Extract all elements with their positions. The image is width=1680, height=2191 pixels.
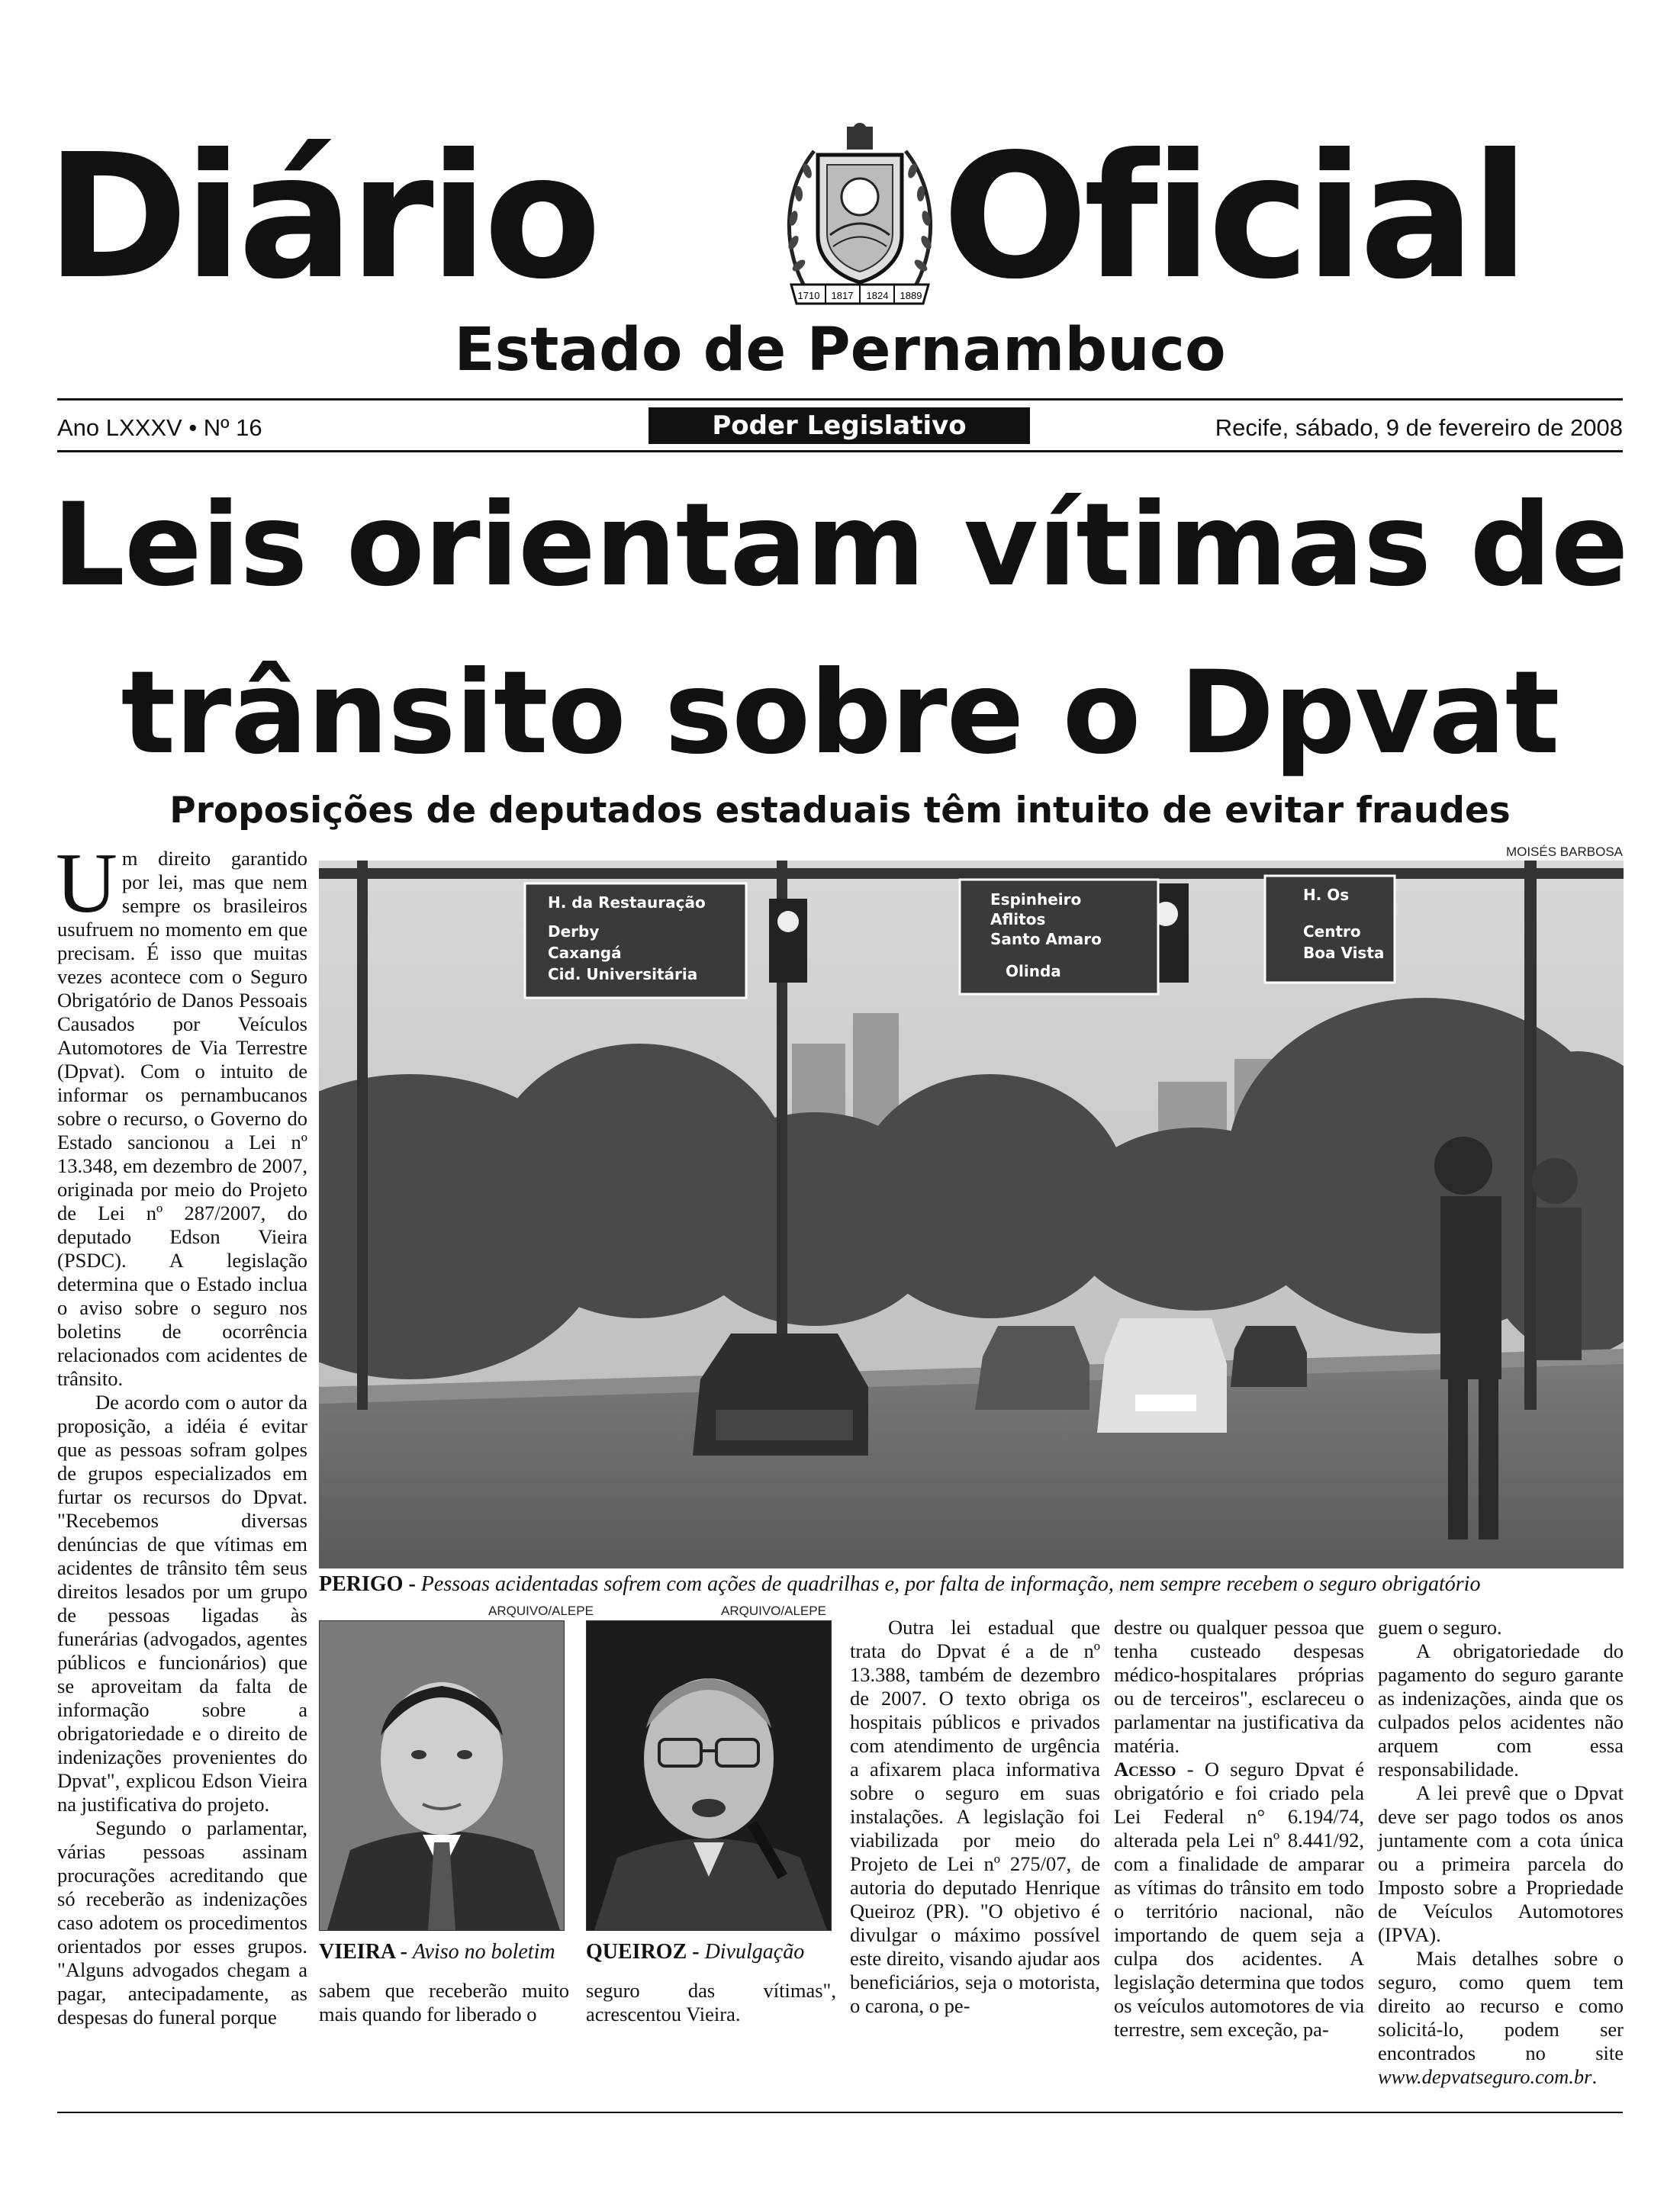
portrait2-caption (586, 1939, 838, 1965)
col5-paragraph-2: - O seguro Dpvat é obrigatório e foi criado pela Lei Federal n° 6.194/74, alterada pela Lei nº 8.441/92, com a finalidade de amparar as vítimas do trânsito em todo o território nacional, não importando de quem seja a culpa dos acidentes. A legislação determina que todos os veículos automotores de via terrestre, sem exceção, pa- (1114, 1758, 1364, 2041)
col6-paragraph-2: A obrigatoriedade do pagamento do seguro garante as indenizações, ainda que os culpados pelos acidentes não arquem com essa responsabilidade. (1378, 1639, 1624, 1781)
sign-center-line-3: Santo Amaro (990, 930, 1102, 948)
headline-line-1: Leis orientam vítimas de (52, 479, 1628, 612)
col1-paragraph-1: m direito garantido por lei, mas que nem sempre os brasileiros usufruem no momento em que precisam. É isso que muitas vezes acontece com o Seguro Obrigatório de Danos Pessoais Causados por Veículos Automotores de Via Terrestre (Dpvat). Com o intuito de informar os pernambucanos sobre o recurso, o Governo do Estado sancionou a Lei nº 13.348, em dezembro de 2007, originada por meio do Projeto de Lei nº 287/2007, do deputado Edson Vieira (PSDC). A legislação determina que o Estado inclua o aviso sobre o seguro nos boletins de ocorrência relacionados com acidentes de trânsito. (57, 847, 307, 1390)
masthead (46, 114, 1634, 328)
portrait-vieira-photo (320, 1621, 564, 1930)
col5-runin-head: Acesso (1114, 1758, 1176, 1781)
article-column-3 (586, 1979, 836, 2026)
col4-text: Outra lei estadual que trata do Dpvat é a de nº 13.388, também de dezembro de 2007. O texto obriga os hospitais públicos e privados com atendimento de urgência a afixarem placa informativa sobre o seguro em suas instalações. A legislação foi viabilizada por meio do Projeto de Lei nº 275/07, de autoria do deputado Henrique Queiroz (PR). "O objetivo é divulgar o máximo possível este direito, visando ajudar aos beneficiários, seja o motorista, o carona, o pe- (850, 1616, 1100, 2017)
col6-end: . (1591, 2065, 1598, 2088)
footer-rule (57, 2112, 1623, 2113)
drop-cap: U (56, 836, 117, 931)
col1-paragraph-2: De acordo com o autor da proposição, a idéia é evitar que as pessoas sofram golpes de grupos especializados em furtar os recursos do Dpvat. "Recebemos diversas denúncias de que vítimas em acidentes de trânsito têm seus direitos lesados por um grupo de pessoas ligadas às funerárias (advogados, agentes públicos e funcionários) que se aproveitam da falta de informação sobre a obrigatoriedade e o direito de indenizações provenientes do Dpvat", explicou Edson Vieira na justificativa do projeto. (57, 1391, 307, 1816)
main-photo-caption (319, 1572, 1624, 1597)
article-column-1 (56, 836, 307, 2029)
bottom-rule (57, 450, 1623, 452)
portrait1-caption-lead: VIEIRA - (319, 1940, 407, 1964)
portrait1-credit: ARQUIVO/ALEPE (488, 1604, 594, 1618)
main-photo-credit: MOISÉS BARBOSA (1505, 845, 1623, 859)
main-photo (319, 861, 1624, 1568)
portrait-queiroz (586, 1620, 832, 1931)
sign-right-line-1: H. Os (1303, 886, 1350, 904)
sign-center-line-1: Espinheiro (990, 890, 1082, 909)
portrait2-credit: ARQUIVO/ALEPE (721, 1604, 826, 1618)
crest-year-2: 1817 (831, 290, 854, 301)
crest-year-1: 1710 (797, 290, 820, 301)
sign-left-line-3: Caxangá (548, 944, 622, 962)
col6-paragraph-1: guem o seguro. (1378, 1616, 1502, 1639)
col1-paragraph-3: Segundo o parlamentar, várias pessoas assinam procurações acreditando que só receberão as indenizações caso adotem os procedimentos orientados por esses grupos. "Alguns advogados chegam a pagar, antecipadamente, as despesas do funeral porque (57, 1816, 307, 2029)
street-scene-photo (319, 861, 1624, 1568)
deck: Proposições de deputados estaduais têm intuito de evitar fraudes (169, 790, 1511, 832)
col3-text: seguro das vítimas", acrescentou Vieira. (586, 1979, 836, 2025)
sign-right-line-2: Centro (1303, 922, 1361, 941)
masthead-subtitle: Estado de Pernambuco (454, 316, 1226, 384)
sign-center-line-4: Olinda (1006, 962, 1061, 980)
top-rule (57, 398, 1623, 401)
article-column-5 (1114, 1616, 1364, 2041)
article-column-2 (319, 1979, 569, 2026)
headline-line-2: trânsito sobre o Dpvat (121, 647, 1559, 780)
col6-paragraph-4: Mais detalhes sobre o seguro, como quem tem direito ao recurso e como solicitá-lo, podem ser encontrados no site (1378, 1947, 1624, 2064)
sign-left-line-2: Derby (548, 922, 600, 941)
portrait-queiroz-photo (587, 1621, 831, 1930)
portrait2-caption-text: Divulgação (704, 1940, 805, 1964)
sign-right-line-3: Boa Vista (1303, 944, 1385, 962)
sign-center-line-2: Aflitos (990, 910, 1046, 928)
portrait1-caption-text: Aviso no boletim (412, 1940, 555, 1964)
main-caption-text: Pessoas acidentadas sofrem com ações de quadrilhas e, por falta de informação, nem sempre recebem o seguro obrigatório (420, 1572, 1481, 1596)
section-tag: Poder Legislativo (649, 407, 1030, 444)
sign-left-line-1: H. da Restauração (548, 893, 706, 912)
edition-number: Ano LXXXV • Nº 16 (57, 414, 262, 441)
article-column-6 (1378, 1616, 1624, 2089)
col6-paragraph-3: A lei prevê que o Dpvat deve ser pago todos os anos juntamente com a cota única ou a primeira parcela do Imposto sobre a Propriedade de Veículos Automotores (IPVA). (1378, 1781, 1624, 1946)
col2-text: sabem que receberão muito mais quando for liberado o (319, 1979, 569, 2025)
main-caption-lead: PERIGO - (319, 1572, 416, 1596)
portrait2-caption-lead: QUEIROZ - (586, 1940, 700, 1964)
masthead-title-left: Diário (46, 117, 597, 317)
headline (46, 462, 1634, 797)
article-column-4 (850, 1616, 1100, 2018)
masthead-title-right: Oficial (942, 117, 1525, 317)
dpvat-site-link[interactable]: www.depvatseguro.com.br (1378, 2065, 1592, 2088)
edition-date: Recife, sábado, 9 de fevereiro de 2008 (1215, 414, 1623, 441)
sign-left-line-4: Cid. Universitária (548, 965, 698, 983)
state-coat-of-arms-icon (780, 121, 940, 315)
crest-year-3: 1824 (866, 290, 889, 301)
col5-paragraph-1: destre ou qualquer pessoa que tenha custeado despesas médico-hospitalares próprias ou de terceiros", esclareceu o parlamentar na justificativa da matéria. (1114, 1616, 1364, 1757)
portrait1-caption (319, 1939, 571, 1965)
portrait-vieira (319, 1620, 565, 1931)
crest-year-4: 1889 (900, 290, 922, 301)
